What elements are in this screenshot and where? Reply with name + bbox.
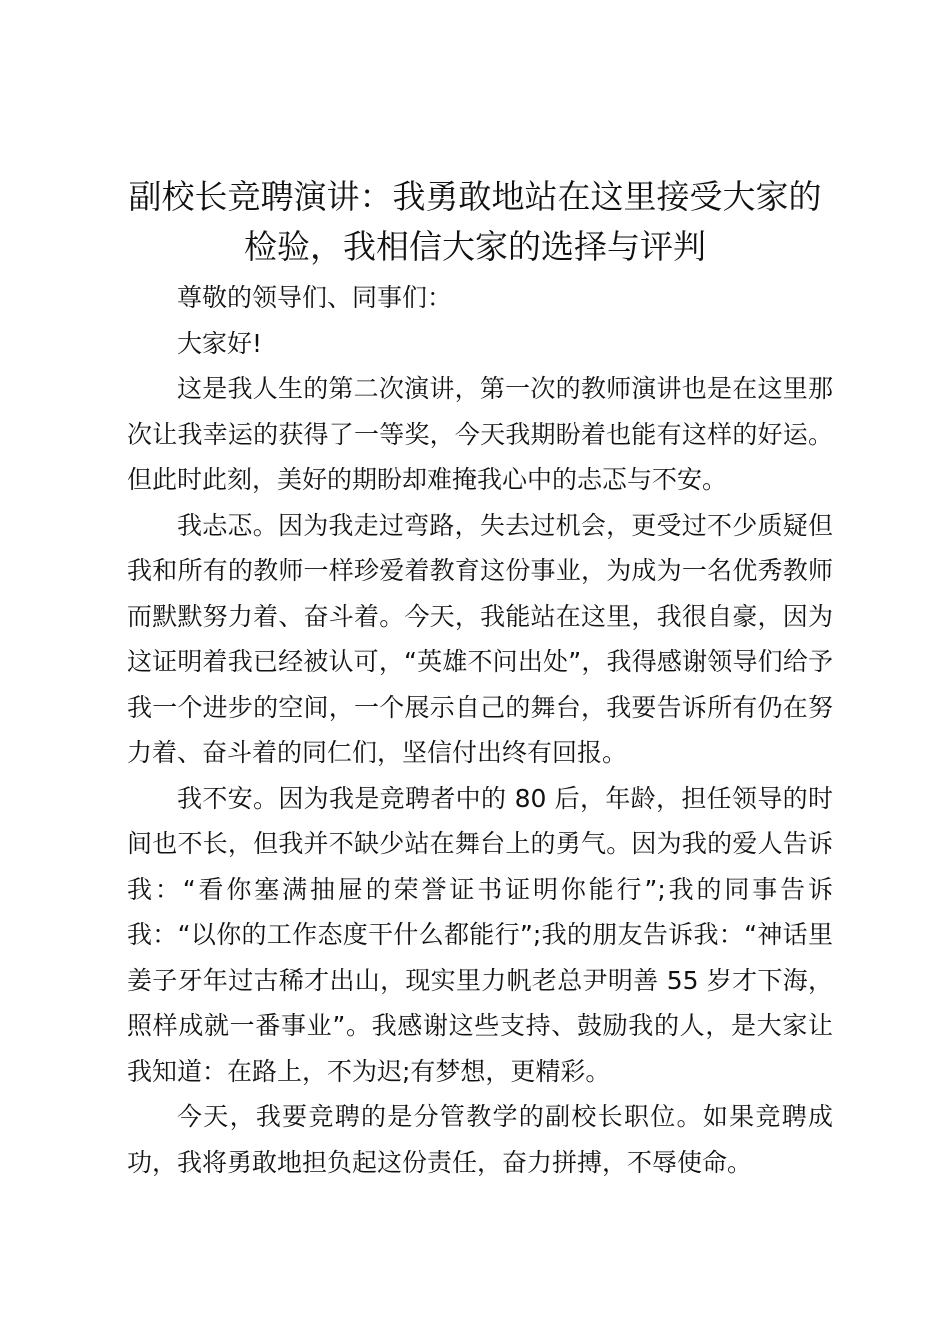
body-paragraph: 我不安。因为我是竞聘者中的 80 后，年龄，担任领导的时间也不长，但我并不缺少站在舞台上的勇气。因为我的爱人告诉我：“看你塞满抽屉的荣誉证书证明你能行”;我的同事告诉我：“以你的工作态度干什么都能行”;我的朋友告诉我：“神话里姜子牙年过古稀才出山，现实里力帆老总尹明善 55 岁才下海，照样成就一番事业”。我感谢这些支持、鼓励我的人，是大家让我知道：在路上，不为迟;有梦想，更精彩。: [127, 783, 833, 1086]
body-paragraph: 我忐忑。因为我走过弯路，失去过机会，更受过不少质疑但我和所有的教师一样珍爱着教育这份事业，为成为一名优秀教师而默默努力着、奋斗着。今天，我能站在这里，我很自豪，因为这证明着我已经被认可，“英雄不问出处”，我得感谢领导们给予我一个进步的空间，一个展示自己的舞台，我要告诉所有仍在努力着、奋斗着的同仁们，坚信付出终有回报。: [127, 510, 833, 767]
document-title: 副校长竞聘演讲：我勇敢地站在这里接受大家的检验，我相信大家的选择与评判: [128, 177, 822, 266]
salutation-paragraph: 尊敬的领导们、同事们：: [177, 283, 453, 312]
body-paragraph: 这是我人生的第二次演讲，第一次的教师演讲也是在这里那次让我幸运的获得了一等奖，今天我期盼着也能有这样的好运。但此时此刻，美好的期盼却难掩我心中的忐忑与不安。: [127, 374, 833, 494]
greeting-paragraph: 大家好!: [177, 328, 263, 358]
body-paragraph: 今天，我要竞聘的是分管教学的副校长职位。如果竞聘成功，我将勇敢地担负起这份责任，奋力拼搏，不辱使命。: [127, 1102, 833, 1177]
document-body: [127, 275, 833, 1185]
